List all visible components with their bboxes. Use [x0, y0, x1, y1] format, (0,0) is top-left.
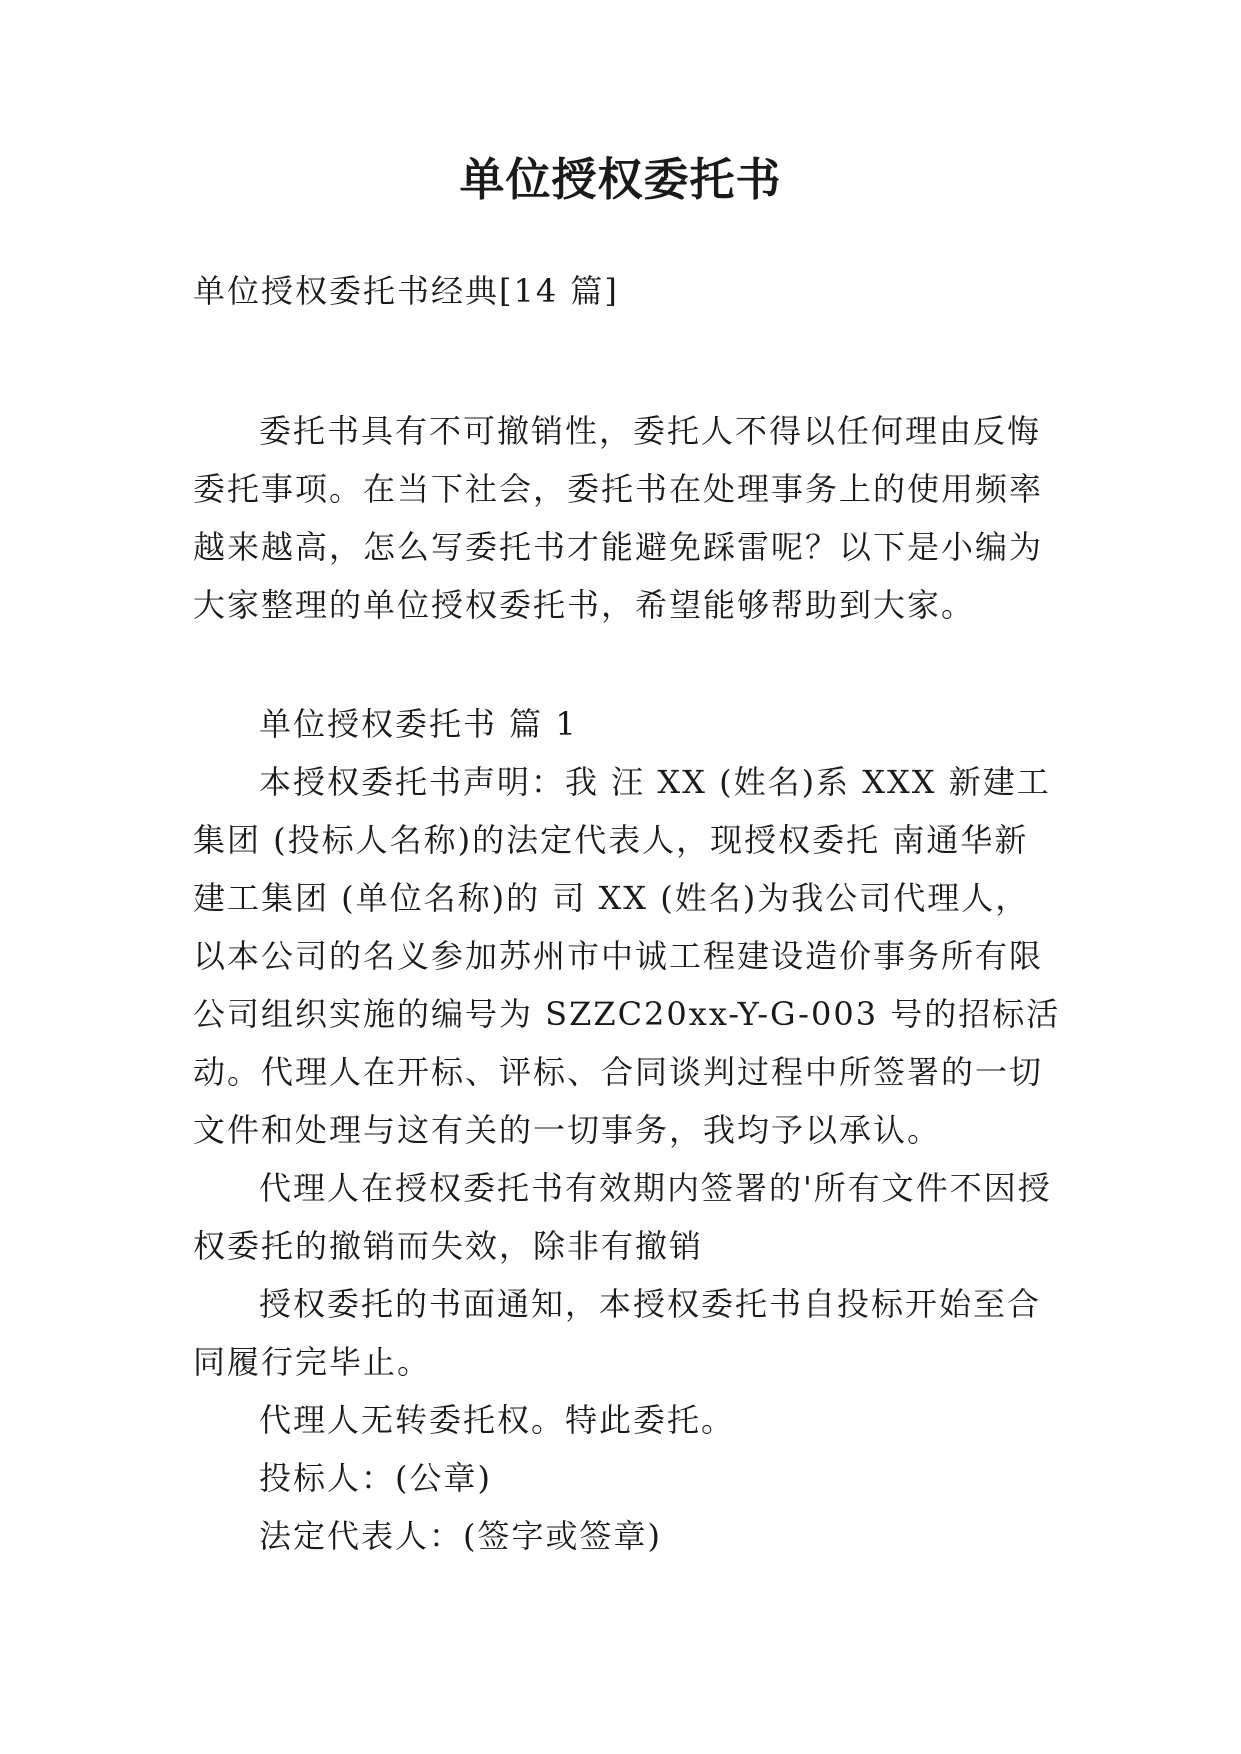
chapter-heading: 单位授权委托书 篇 1 [259, 705, 578, 743]
signature-line-bidder: 投标人：(公章) [259, 1459, 492, 1497]
signature-line-legal-rep: 法定代表人：(签字或签章) [259, 1517, 662, 1555]
chapter-section [193, 695, 1061, 1565]
document-subtitle: 单位授权委托书经典[14 篇] [193, 272, 619, 310]
body-paragraph-revocation: 授权委托的书面通知，本授权委托书自投标开始至合同履行完毕止。 [193, 1285, 1042, 1381]
body-paragraph-no-sub-delegation: 代理人无转委托权。特此委托。 [259, 1401, 736, 1439]
body-paragraph-declaration: 本授权委托书声明：我 汪 XX (姓名)系 XXX 新建工集团 (投标人名称)的法定代表人，现授权委托 南通华新建工集团 (单位名称)的 司 XX (姓名)为我公司代理人，以本公司的名义参加苏州市中诚工程建设造价事务所有限公司组织实施的编号为 SZZC20xx-Y-G-003 号的招标活动。代理人在开标、评标、合同谈判过程中所签署的一切文件和处理与这有关的一切事务，我均予以承认。 [193, 763, 1061, 1149]
body-paragraph-validity: 代理人在授权委托书有效期内签署的'所有文件不因授权委托的撤销而失效，除非有撤销 [193, 1169, 1052, 1265]
document-title: 单位授权委托书 [459, 153, 782, 206]
intro-paragraph: 委托书具有不可撤销性，委托人不得以任何理由反悔委托事项。在当下社会，委托书在处理事务上的使用频率越来越高，怎么写委托书才能避免踩雷呢？以下是小编为大家整理的单位授权委托书，希望能够帮助到大家。 [193, 412, 1044, 624]
